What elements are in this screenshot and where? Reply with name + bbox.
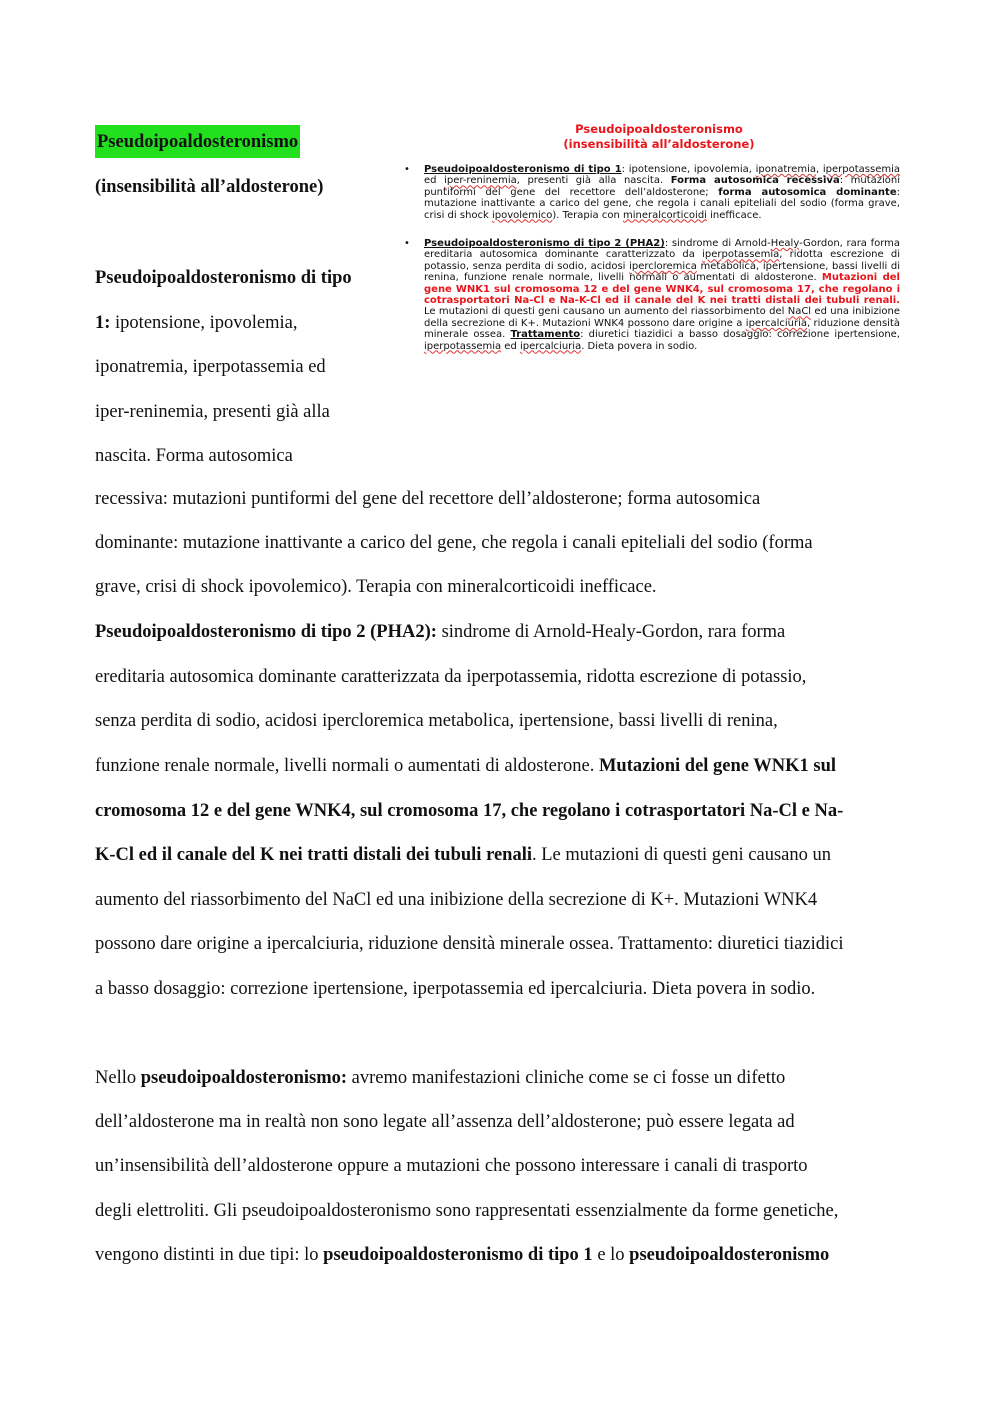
slide-b1-word: iperpotassemia	[822, 164, 901, 175]
body-line-5: ereditaria autosomica dominante caratterizzata da iperpotassemia, ridotta escrezione di potassio,	[95, 667, 807, 687]
slide-b2-text: , riduzione densità minerale ossea.	[424, 317, 900, 341]
slide-b1-word: ipovolemico	[492, 209, 553, 221]
tipo2-title: Pseudoipoaldosteronismo di tipo 2 (PHA2):	[95, 622, 437, 642]
slide-b2-bold: Trattamento	[510, 329, 581, 341]
body-bold: pseudoipoaldosteronismo di tipo 1	[323, 1245, 593, 1265]
slide-b1-word: mineralcorticoidi	[622, 209, 707, 221]
body-line-3: grave, crisi di shock ipovolemico). Terapia con mineralcorticoidi inefficace.	[95, 577, 657, 597]
heading-highlight: Pseudoipoaldosteronismo	[95, 125, 300, 158]
body-line-12: a basso dosaggio: correzione ipertensione, iperpotassemia ed ipercalciuria. Dieta povera in sodio.	[95, 979, 816, 999]
body-bold: pseudoipoaldosteronismo	[629, 1245, 830, 1265]
body-line-7	[95, 744, 836, 789]
tipo1-title: Pseudoipoaldosteronismo di tipo	[95, 268, 352, 288]
tipo1-label: 1:	[95, 313, 111, 333]
body-line-8: cromosoma 12 e del gene WNK4, sul cromosoma 17, che regolano i cotrasportatori Na‐Cl e Na‐	[95, 801, 844, 821]
body-bold: pseudoipoaldosteronismo:	[140, 1068, 348, 1088]
section-subheading: (insensibilità all’aldosterone)	[95, 177, 324, 197]
body-text: Nello	[95, 1068, 141, 1088]
bullet-icon: •	[404, 164, 410, 175]
slide-b1-term: Pseudoipoaldosteronismo di tipo 1	[424, 164, 622, 175]
slide-b2-text: : sindrome di Arnold-	[664, 238, 771, 250]
body-line-10: aumento del riassorbimento del NaCl ed una inibizione della secrezione di K+. Mutazioni WNK4	[95, 890, 818, 910]
slide-b2-term: Pseudoipoaldosteronismo di tipo 2 (PHA2)	[424, 238, 665, 250]
body-text: vengono distinti in due tipi: lo	[95, 1245, 324, 1265]
tipo1-text-1: ipotensione, ipovolemia,	[110, 313, 298, 333]
slide-b2-word: ipercalciuria	[519, 340, 582, 352]
body-bold: Mutazioni del gene WNK1 sul	[598, 756, 837, 776]
slide-b2-red: Mutazioni del gene WNK1 sul cromosoma 12 e del gene WNK4, sul cromosoma 17, che regolano i cotrasportatori Na-Cl e Na-K-Cl ed il canale del K nei tratti distali dei tubuli renali.	[424, 272, 900, 307]
slide-b1-word: iponatremia	[755, 164, 816, 175]
slide-b2-word: ipercalciuria	[745, 317, 808, 329]
slide-b1-text: ). Terapia con	[552, 209, 623, 221]
body-text: avremo manifestazioni cliniche come se ci fosse un difetto	[347, 1068, 786, 1088]
slide-bullet-2	[404, 238, 901, 352]
slide-b2-text: metabolica, ipertensione, bassi livelli di renina, funzione renale normale, livelli normali o aumentati di aldosterone.	[424, 260, 900, 284]
para2-line-1	[95, 1056, 785, 1101]
slide-bullet-1	[404, 164, 901, 221]
body-line-11: possono dare origine a ipercalciuria, riduzione densità minerale ossea. Trattamento: diuretici tiazidici	[95, 934, 844, 954]
slide-b2-word: ipercloremica	[629, 260, 697, 272]
slide-title-1: Pseudoipoaldosteronismo	[575, 122, 743, 136]
body-line-2: dominante: mutazione inattivante a carico del gene, che regola i canali epiteliali del sodio (forma	[95, 533, 813, 553]
slide-b1-text: : ipotensione, ipovolemia,	[621, 164, 756, 175]
slide-b2-text: : diuretici tiazidici a basso dosaggio: correzione ipertensione,	[580, 329, 900, 341]
slide-b1-text: , presenti già alla nascita.	[516, 175, 671, 187]
section-heading	[95, 120, 300, 165]
tipo1-line-4: nascita. Forma autosomica	[95, 446, 293, 466]
slide-b1-text: : mutazione inattivante a carico del gene, che regola i canali epiteliali del sodio (forma grave, crisi di shock	[424, 186, 900, 221]
slide-b1-bold: forma autosomica dominante	[718, 186, 897, 198]
para2-line-5	[95, 1233, 829, 1278]
slide-b2-text: , ridotta escrezione di potassio, senza perdita di sodio, acidosi	[424, 249, 900, 272]
slide-b2-word: iperpotassemia	[424, 340, 502, 352]
slide-b2-word: NaCl	[787, 306, 812, 318]
bullet-icon: •	[404, 238, 410, 250]
slide-b1-word: iper-reninemia	[444, 175, 517, 187]
body-line-4	[95, 610, 785, 655]
tipo1-line-3: iper-reninemia, presenti già alla	[95, 402, 330, 422]
slide-b1-text: : mutazioni puntiformi del gene del recettore dell’aldosterone;	[424, 175, 901, 198]
para2-line-3: un’insensibilità dell’aldosterone oppure a mutazioni che possono interessare i canali di trasporto	[95, 1156, 808, 1176]
slide-b2-text: . Dieta povera in sodio.	[581, 340, 698, 352]
tipo1-line-1	[95, 301, 297, 346]
body-line-1: recessiva: mutazioni puntiformi del gene del recettore dell’aldosterone; forma autosomica	[95, 489, 761, 509]
slide-b1-text: ,	[815, 164, 823, 175]
tipo1-line-2: iponatremia, iperpotassemia ed	[95, 357, 326, 377]
body-text: funzione renale normale, livelli normali o aumentati di aldosterone.	[95, 756, 599, 776]
slide-b2-text: Le mutazioni di questi geni causano un aumento del riassorbimento del	[424, 306, 788, 318]
slide-b2-word: iperpotassemia	[702, 249, 780, 261]
slide-b1-bold: Forma autosomica recessiva	[670, 175, 840, 187]
para2-line-4: degli elettroliti. Gli pseudoipoaldosteronismo sono rappresentati essenzialmente da forme genetiche,	[95, 1201, 839, 1221]
body-line-9	[95, 833, 831, 878]
slide-b2-text: ed	[501, 340, 520, 352]
slide-b1-text: inefficace.	[706, 209, 762, 221]
body-bold: K‐Cl ed il canale del K nei tratti distali dei tubuli renali	[95, 845, 532, 865]
slide-b2-text: -Gordon, rara forma ereditaria autosomica dominante caratterizzato da	[424, 238, 901, 261]
slide-b2-word: Healy	[770, 238, 800, 250]
slide-title-2: (insensibilità all’aldosterone)	[563, 137, 755, 151]
body-line-6: senza perdita di sodio, acidosi ipercloremica metabolica, ipertensione, bassi livelli di renina,	[95, 711, 778, 731]
body-text: e lo	[592, 1245, 630, 1265]
body-text: sindrome di Arnold‐Healy‐Gordon, rara forma	[436, 622, 786, 642]
para2-line-2: dell’aldosterone ma in realtà non sono legate all’assenza dell’aldosterone; può essere legata ad	[95, 1112, 795, 1132]
slide-b2-text: ed una inibizione della secrezione di K+. Mutazioni WNK4 possono dare origine a	[424, 306, 901, 329]
slide-b1-text: ed	[424, 175, 445, 187]
embedded-slide	[404, 122, 901, 456]
body-text: . Le mutazioni di questi geni causano un	[531, 845, 831, 865]
